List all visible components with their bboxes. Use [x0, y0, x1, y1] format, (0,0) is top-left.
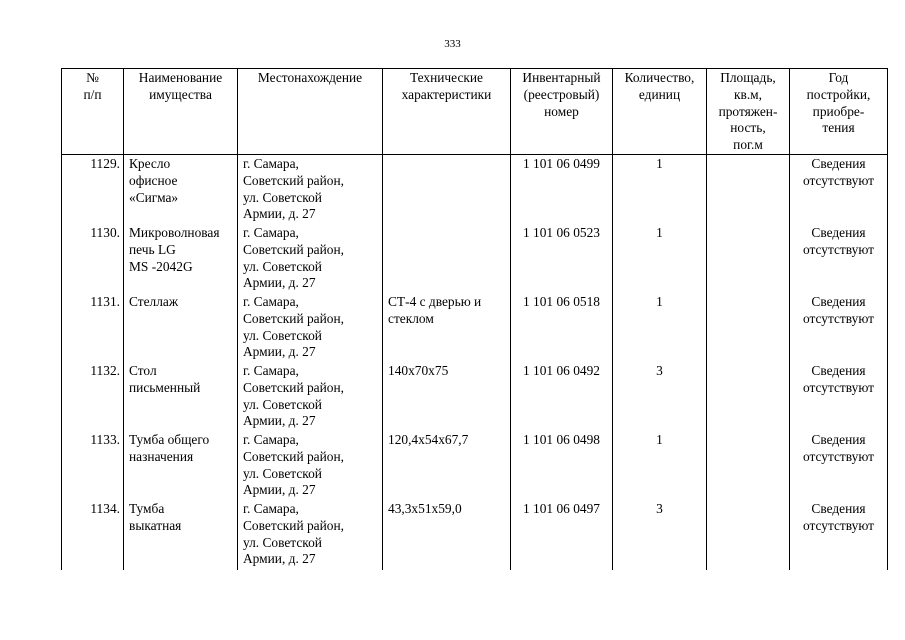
property-name-line: Микроволновая: [129, 225, 220, 240]
year-acquired-line: Сведения: [811, 225, 866, 240]
header-tech: Технические характеристики: [383, 69, 511, 155]
header-location: Местонахождение: [238, 69, 383, 155]
property-name: [124, 501, 238, 570]
header-year: Год постройки, приобре- тения: [790, 69, 888, 155]
property-name-line: Тумба: [129, 501, 165, 516]
property-name-line: офисное: [129, 172, 178, 188]
inventory-number: 1 101 06 0492: [511, 363, 613, 432]
area: [707, 432, 790, 501]
technical-specs: [383, 155, 511, 226]
row-number: 1129.: [62, 155, 124, 226]
property-location-line: ул. Советской: [243, 258, 322, 274]
table-body: [62, 155, 888, 571]
year-acquired: [790, 225, 888, 294]
year-acquired: [790, 432, 888, 501]
property-location: [238, 363, 383, 432]
quantity: 1: [613, 225, 707, 294]
area: [707, 225, 790, 294]
property-location-line: Армии, д. 27: [243, 206, 316, 222]
year-acquired-line: Сведения: [811, 432, 866, 447]
table-row: [62, 501, 888, 570]
year-acquired-line: отсутствуют: [802, 241, 875, 257]
property-name-line: Стеллаж: [129, 294, 179, 309]
property-location-line: Советский район,: [243, 448, 344, 464]
property-name-line: выкатная: [129, 517, 182, 533]
quantity: 3: [613, 501, 707, 570]
property-name: [124, 155, 238, 226]
property-location: [238, 225, 383, 294]
property-name: [124, 363, 238, 432]
technical-specs: [383, 225, 511, 294]
quantity: 1: [613, 155, 707, 226]
property-name-line: Стол: [129, 363, 157, 378]
quantity: 1: [613, 432, 707, 501]
property-name-line: MS -2042G: [129, 258, 193, 274]
area: [707, 294, 790, 363]
quantity: 1: [613, 294, 707, 363]
row-number: 1130.: [62, 225, 124, 294]
page-number: 333: [444, 38, 461, 50]
inventory-number: 1 101 06 0497: [511, 501, 613, 570]
property-location-line: Армии, д. 27: [243, 551, 316, 567]
property-location-line: г. Самара,: [243, 432, 299, 447]
technical-specs-line: стеклом: [388, 310, 434, 326]
property-location-line: г. Самара,: [243, 501, 299, 516]
property-location-line: Советский район,: [243, 241, 344, 257]
row-number: 1133.: [62, 432, 124, 501]
header-quantity: Количество, единиц: [613, 69, 707, 155]
inventory-number: 1 101 06 0499: [511, 155, 613, 226]
property-location: [238, 432, 383, 501]
property-name-line: «Сигма»: [129, 189, 179, 205]
property-location-line: Советский район,: [243, 310, 344, 326]
property-location-line: Армии, д. 27: [243, 482, 316, 498]
table-row: [62, 155, 888, 226]
property-location-line: Армии, д. 27: [243, 275, 316, 291]
year-acquired-line: отсутствуют: [802, 172, 875, 188]
property-location-line: ул. Советской: [243, 396, 322, 412]
property-location-line: г. Самара,: [243, 225, 299, 240]
year-acquired: [790, 294, 888, 363]
area: [707, 363, 790, 432]
technical-specs-line: 43,3х51х59,0: [388, 501, 462, 516]
technical-specs: [383, 501, 511, 570]
property-location: [238, 294, 383, 363]
year-acquired-line: отсутствуют: [802, 517, 875, 533]
year-acquired-line: отсутствуют: [802, 379, 875, 395]
property-name-line: печь LG: [129, 241, 176, 257]
year-acquired-line: отсутствуют: [802, 448, 875, 464]
year-acquired-line: Сведения: [811, 363, 866, 378]
row-number: 1131.: [62, 294, 124, 363]
property-name: [124, 294, 238, 363]
table-row: [62, 294, 888, 363]
table-row: [62, 363, 888, 432]
area: [707, 155, 790, 226]
property-location-line: ул. Советской: [243, 534, 322, 550]
property-location: [238, 501, 383, 570]
inventory-number: 1 101 06 0523: [511, 225, 613, 294]
property-location-line: ул. Советской: [243, 189, 322, 205]
property-location: [238, 155, 383, 226]
property-location-line: г. Самара,: [243, 294, 299, 309]
property-registry-table: [61, 68, 888, 570]
header-inventory: Инвентарный (реестровый) номер: [511, 69, 613, 155]
property-location-line: г. Самара,: [243, 156, 299, 171]
table-row: [62, 225, 888, 294]
year-acquired-line: Сведения: [811, 501, 866, 516]
technical-specs: [383, 432, 511, 501]
header-area: Площадь, кв.м, протяжен- ность, пог.м: [707, 69, 790, 155]
year-acquired-line: Сведения: [811, 156, 866, 171]
year-acquired-line: отсутствуют: [802, 310, 875, 326]
technical-specs: [383, 294, 511, 363]
header-number: № п/п: [62, 69, 124, 155]
property-name-line: Кресло: [129, 156, 171, 171]
header-name: Наименование имущества: [124, 69, 238, 155]
inventory-number: 1 101 06 0498: [511, 432, 613, 501]
property-name-line: Тумба общего: [129, 432, 210, 447]
quantity: 3: [613, 363, 707, 432]
row-number: 1134.: [62, 501, 124, 570]
inventory-number: 1 101 06 0518: [511, 294, 613, 363]
technical-specs-line: 120,4х54х67,7: [388, 432, 469, 447]
year-acquired-line: Сведения: [811, 294, 866, 309]
technical-specs-line: СТ-4 с дверью и: [388, 294, 482, 309]
property-location-line: Советский район,: [243, 379, 344, 395]
year-acquired: [790, 501, 888, 570]
property-location-line: Советский район,: [243, 517, 344, 533]
property-location-line: ул. Советской: [243, 327, 322, 343]
property-location-line: Армии, д. 27: [243, 413, 316, 429]
table-header-row: [62, 69, 888, 155]
property-name-line: назначения: [129, 448, 194, 464]
technical-specs: [383, 363, 511, 432]
technical-specs-line: 140х70х75: [388, 363, 449, 378]
property-location-line: Армии, д. 27: [243, 344, 316, 360]
table-row: [62, 432, 888, 501]
property-location-line: ул. Советской: [243, 465, 322, 481]
property-location-line: г. Самара,: [243, 363, 299, 378]
row-number: 1132.: [62, 363, 124, 432]
year-acquired: [790, 363, 888, 432]
property-name: [124, 225, 238, 294]
area: [707, 501, 790, 570]
property-name: [124, 432, 238, 501]
year-acquired: [790, 155, 888, 226]
property-name-line: письменный: [129, 379, 201, 395]
property-location-line: Советский район,: [243, 172, 344, 188]
